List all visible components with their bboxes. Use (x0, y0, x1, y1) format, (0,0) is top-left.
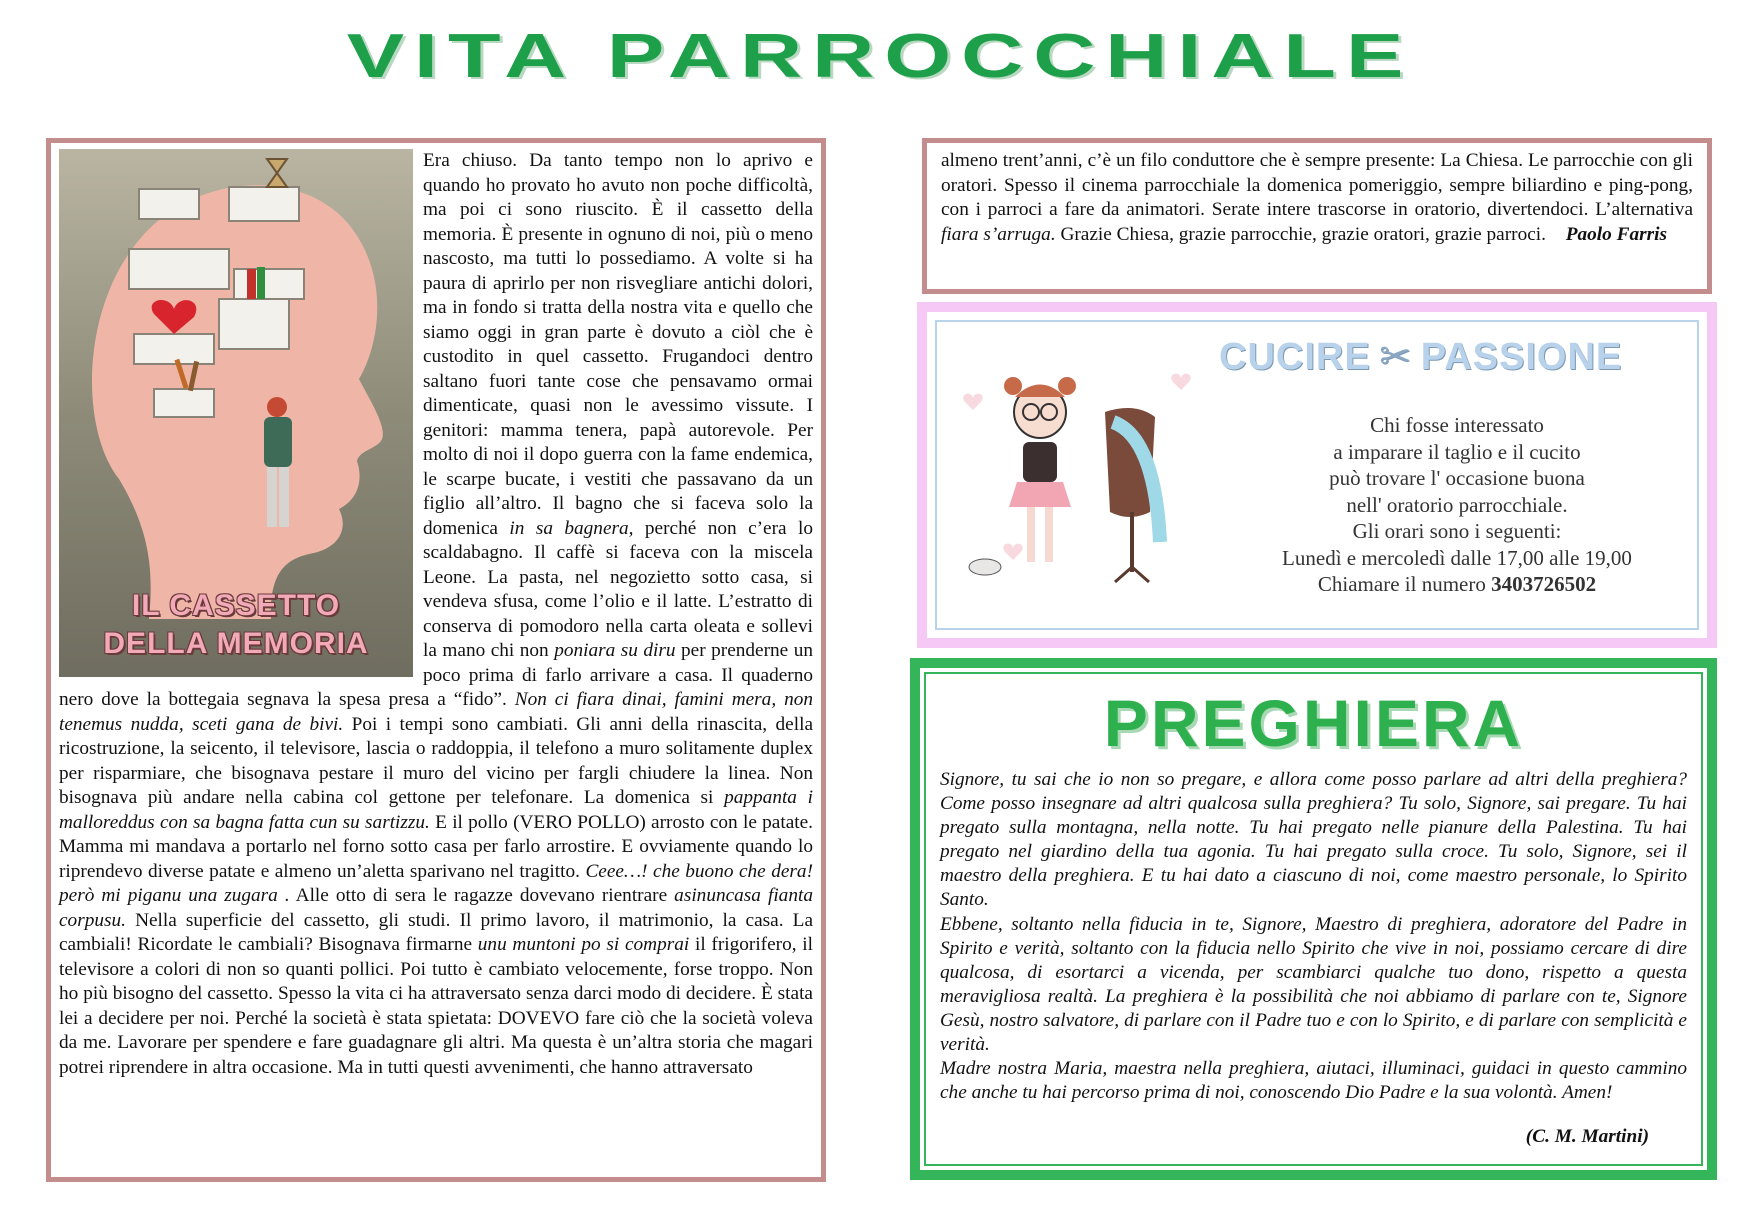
memory-article (46, 138, 826, 1182)
illustration-caption (59, 587, 413, 663)
sewing-illustration (945, 342, 1205, 617)
sewing-ad (917, 302, 1717, 648)
title-cucire: CUCIRE (1219, 336, 1371, 378)
italic-phrase: Non ci fiara dinai, famini mera, non tenemus nudda, sceti gana de bivi. (59, 689, 813, 735)
sewing-ad-body (1207, 412, 1707, 598)
ad-line: Lunedì e mercoledì dalle 17,00 alle 19,00 (1282, 545, 1632, 570)
text-run: perché non c’era lo scaldabagno. Il caffè si faceva con la miscela Leone. La pasta, nel negozietto sotto casa, si vendeva sfusa, come l’olio e il latte. L’estratto di conserva di pomodoro nella carta oleata e sollevi la mano chi non (423, 517, 814, 661)
page-masthead: VITA PARROCCHIALE (346, 21, 1414, 91)
prayer-text (940, 768, 1687, 1105)
italic-phrase: fiara s’arruga. (941, 223, 1056, 245)
text-run: per prenderne un poco prima di farlo arrivare a casa. Il quaderno nero dove la bottegaia segnava la spesa presa a “fido”. (59, 640, 813, 710)
ad-phone-line (1207, 571, 1707, 598)
prayer-title: PREGHIERA (1103, 686, 1524, 760)
ad-line: può trovare l' occasione buona (1329, 466, 1585, 490)
author-signature: Paolo Farris (1565, 223, 1667, 245)
prayer-signature: (C. M. Martini) (1525, 1126, 1649, 1147)
text-run: Nella superficie del cassetto, gli studi. Il primo lavoro, il matrimonio, la casa. La cambiali! Ricordate le cambiali? Bisognava firmarne (59, 909, 813, 955)
sewing-ad-title (1219, 334, 1622, 379)
text-run: Alle otto di sera le ragazze dovevano rientrare (289, 885, 675, 906)
italic-phrase: Ceee…! che buono che dera! però mi piganu una zugara . (59, 860, 813, 906)
italic-phrase: pappanta i malloreddus con sa bagna fatta cun su sartizzu. (59, 787, 813, 833)
phone-prefix: Chiamare il numero (1317, 572, 1492, 596)
caption-line-1: IL CASSETTO (131, 589, 341, 622)
text-run: E il pollo (VERO POLLO) arrosto con le patate. Mamma mi mandava a portarlo nel forno sotto casa per farlo arrostire. E ovviamente quando lo riprendevo diverse patate e almeno un’aletta sparivano nel tragitto. (59, 811, 813, 882)
text-run: il frigorifero, il televisore a colori di non so quanti pollici. Poi tutto è cambiato velocemente, forse troppo. Non ho più bisogno del cassetto. Spesso la vita ci ha attraversato senza darci modo di decidere. È stata lei a decidere per noi. Perché la società è stata spietata: DOVEVO fare ciò che la società voleva da me. Lavorare per spendere e fare guadagnare gli altri. Ma questa è un’altra storia che magari potrei riprendere in altra occasione. Ma in tutti questi avvenimenti, che hanno attraversato (59, 934, 813, 1078)
italic-phrase: unu muntoni po si comprai (477, 934, 690, 955)
phone-number: 3403726502 (1491, 572, 1597, 596)
prayer-box (910, 658, 1717, 1180)
sewing-ad-inner (935, 320, 1699, 630)
prayer-paragraph: Signore, tu sai che io non so pregare, e allora come posso parlare ad altri della preghiera? Come posso insegnare ad altri qualcosa sulla preghiera? Tu solo, Signore, sai pregare. Tu hai pregato sulla montagna, nella notte. Tu hai pregato nelle pianure della Palestina. Tu hai pregato nel giardino della tua agonia. Tu hai pregato sulla croce. Tu solo, Signore, sei il maestro della preghiera. E tu hai dato a ciascuno di noi, come maestro personale, lo Spirito Santo. (940, 769, 1687, 911)
ad-line: Gli orari sono i seguenti: (1352, 519, 1562, 543)
article-continuation (922, 138, 1712, 294)
ad-line: Chi fosse interessato (1370, 413, 1544, 437)
title-passione: PASSIONE (1420, 336, 1623, 378)
scissors-icon: ✂ (1379, 336, 1413, 378)
ad-line: a imparare il taglio e il cucito (1333, 439, 1581, 464)
text-run: almeno trent’anni, c’è un filo conduttore che è sempre presente: La Chiesa. Le parrocchie con gli oratori. Spesso il cinema parrocchiale la domenica pomeriggio, sempre biliardino e ping-pong, con i parroci a fare da animatori. Serate intere trascorse in oratorio, divertendoci. L’alternativa (941, 150, 1693, 220)
text-run: Poi i tempi sono cambiati. Gli anni della rinascita, della ricostruzione, la seicento, il televisore, lascia o raddoppia, il telefono a muro solitamente duplex per risparmiare, che bisognava pestare il muro del vicino per fargli chiudere la linea. Non bisognava più andare nella cabina col gettone per telefonare. La domenica si (59, 713, 813, 808)
ad-line: nell' oratorio parrocchiale. (1346, 492, 1568, 517)
italic-phrase: asinuncasa fianta corpusu. (59, 885, 813, 931)
text-run: Era chiuso. Da tanto tempo non lo aprivo e quando ho provato ho avuto non poche difficoltà, ma poi ci sono riuscito. È il cassetto della memoria. È presente in ognuno di noi, più o meno nascosto, ma tutti lo possediamo. A volte si ha paura di aprirlo per non risvegliare antichi dolori, ma in fondo si tratta della nostra vita e quello che siamo oggi in gran parte è dovuto a ciòl che è custodito in quel cassetto. Frugandoci dentro saltano fuori tante cose che pensavamo ormai dimenticate, quasi non le avessimo vissute. I genitori: mamma tenera, papà autorevole. Per molto di noi il dopo guerra con la fame endemica, le scarpe bucate, i vestiti che passavano da un figlio all’altro. Il bagno che si faceva solo la domenica (423, 150, 813, 539)
caption-line-2: DELLA MEMORIA (103, 627, 369, 660)
italic-phrase: in sa bagnera, (509, 517, 634, 539)
memory-illustration (59, 149, 413, 677)
prayer-paragraph: Madre nostra Maria, maestra nella preghiera, aiutaci, illuminaci, guidaci in questo cammino che anche tu hai percorso prima di noi, conoscendo Dio Padre e la sua volontà. Amen! (940, 1058, 1687, 1104)
text-run: Grazie Chiesa, grazie parrocchie, grazie oratori, grazie parroci. (1055, 223, 1546, 245)
prayer-paragraph: Ebbene, soltanto nella fiducia in te, Signore, Maestro di preghiera, adoratore del Padre in Spirito e verità, soltanto con la fiducia nello Spirito che vive in noi, possiamo cercare di dire qualcosa, di esortarci a vicenda, per scambiarci qualche tuo dono, rispetto a questa meravigliosa realtà. La preghiera è la possibilità che noi abbiamo di parlare con te, Signore Gesù, nostro salvatore, di parlare con il Padre tuo e con lo Spirito, e di parlare con semplicità e verità. (940, 913, 1687, 1056)
italic-phrase: poniara su diru (554, 640, 676, 661)
prayer-inner (924, 672, 1703, 1166)
